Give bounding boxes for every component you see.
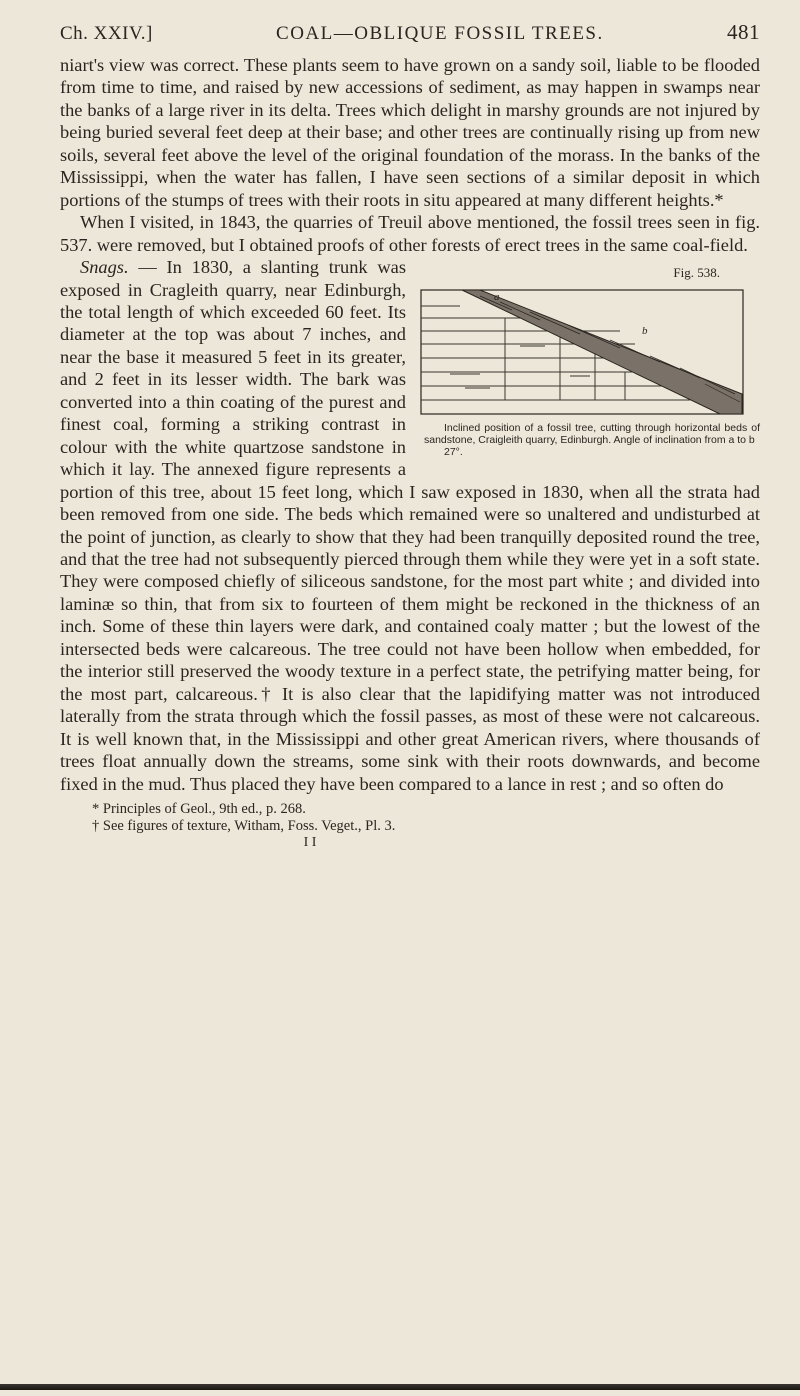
fossil-tree-illustration [420, 276, 760, 416]
figure-marker-a: a [494, 291, 500, 304]
footnote-2: † See figures of texture, Witham, Foss. Veget., Pl. 3. [92, 817, 396, 834]
paragraph-3 [60, 256, 760, 795]
signature-mark: I I [303, 834, 317, 850]
figure-caption-angle: 27°. [444, 446, 463, 459]
figure-caption-text: Inclined position of a fossil tree, cutting through horizontal beds of sandstone, Craigleith quarry, Edinburgh. Angle of inclination from a to b [424, 422, 760, 447]
figure-marker-b: b [642, 325, 648, 338]
paragraph-2: When I visited, in 1843, the quarries of Treuil above mentioned, the fossil trees seen in fig. 537. were removed, but I obtained proofs of other forests of erect trees in the same coal-field. [60, 212, 760, 255]
figure-label: Fig. 538. [673, 265, 720, 281]
paragraph-1: niart's view was correct. These plants seem to have grown on a sandy soil, liable to be flooded from time to time, and raised by new accessions of sediment, as may happen in swamps near the banks of a large river in its delta. Trees which delight in marshy grounds are not injured by being buried several feet deep at their base; and other trees are continually rising up from new soils, several feet above the level of the original foundation of the morass. In the banks of the Mississippi, when the water has fallen, I have seen sections of a similar deposit in which portions of the stumps of trees with their roots in situ appeared at many different heights.* [60, 55, 760, 210]
page-number: 481 [726, 20, 760, 44]
chapter-label: Ch. XXIV.] [60, 23, 153, 44]
book-page [60, 20, 760, 851]
footnotes [60, 801, 760, 835]
page-edge [0, 1384, 800, 1390]
running-header [60, 20, 760, 54]
figure-538 [420, 262, 760, 458]
paragraph-3-text: — In 1830, a slanting trunk was exposed in Cragleith quarry, near Edinburgh, the total length of which exceeded 60 feet. Its diameter at the top was about 7 inches, and near the base it measured 5 feet in its greater, and 2 feet in its lesser width. The bark was converted into a thin coating of the purest and finest coal, forming a striking contrast in colour with the white quartzose sandstone in which it lay. The annexed figure represents a portion of this tree, about 15 feet long, which I saw exposed in 1830, when all the strata had been removed from one side. The beds which remained were so unaltered and undisturbed at the point of junction, as clearly to show that they had been tranquilly deposited round the tree, and that the tree had not subsequently pierced through them while they were yet in a soft state. They were composed chiefly of siliceous sandstone, for the most part white ; and divided into laminæ so thin, that from six to fourteen of them might be reckoned in the thickness of an inch. Some of these thin layers were dark, and contained coaly matter ; but the lowest of the intersected beds were calcareous. The tree could not have been hollow when embedded, for the interior still preserved the woody texture in a perfect state, the petrifying matter being, for the most part, calcareous.† It is also clear that the lapidifying matter was not introduced laterally from the strata through which the fossil passes, as most of these were not calcareous. It is well known that, in the Mississippi and other great American rivers, where thousands of trees float annually down the streams, some sink with their roots downwards, and become fixed in the mud. Thus placed they have been compared to a lance in rest ; and so often do [60, 257, 760, 794]
footnote-1: * Principles of Geol., 9th ed., p. 268. [92, 800, 306, 817]
snags-heading: Snags. [80, 257, 129, 278]
figure-caption [420, 422, 760, 458]
running-title: COAL—OBLIQUE FOSSIL TREES. [276, 23, 604, 44]
